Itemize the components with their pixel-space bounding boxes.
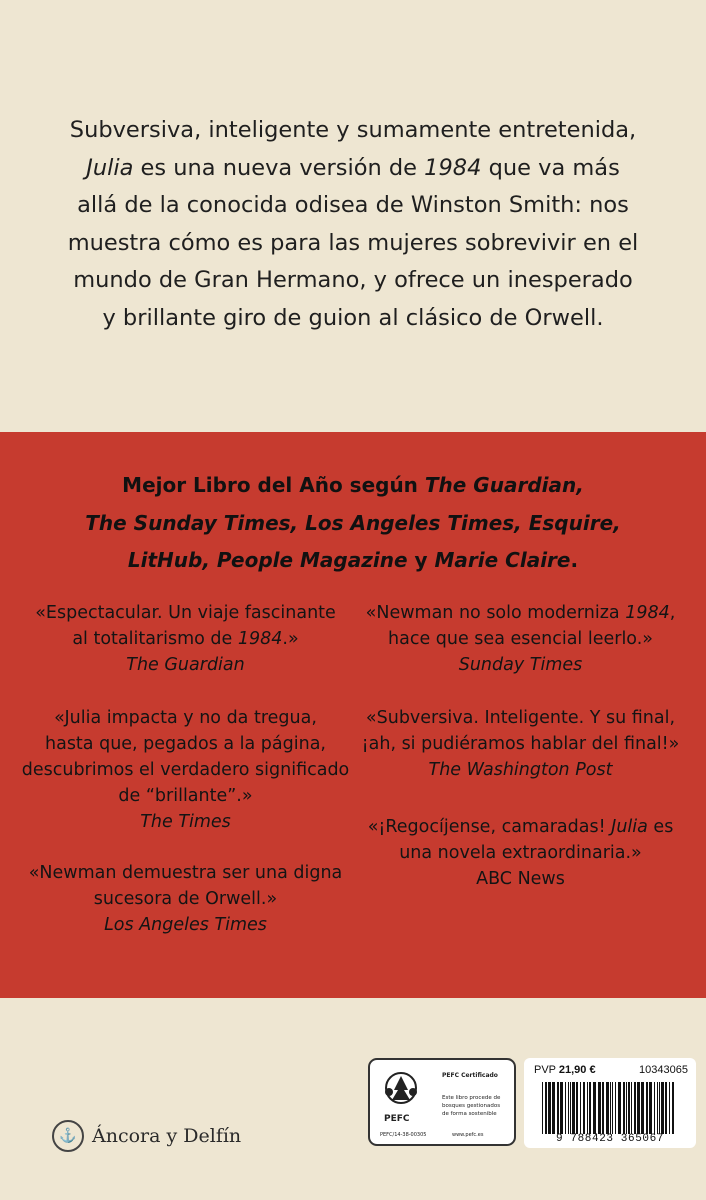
synopsis-line: Julia es una nueva versión de 1984 que va más [86, 154, 620, 181]
quote-line: «Espectacular. Un viaje fascinante [35, 603, 336, 623]
quote-line: una novela extraordinaria.» [399, 843, 642, 863]
pefc-description-line: de forma sostenible [442, 1111, 497, 1117]
quote-line: de “brillante”.» [118, 786, 253, 806]
barcode-bar [628, 1082, 630, 1134]
quote-source: ABC News [476, 869, 565, 889]
review-quote [18, 600, 353, 678]
review-quote [353, 814, 688, 892]
award-line: Mejor Libro del Año según The Guardian, [122, 473, 584, 497]
pefc-logo-text: PEFC [384, 1114, 410, 1124]
synopsis-line: mundo de Gran Hermano, y ofrece un inesperado [73, 267, 633, 294]
quote-source: The Times [140, 812, 231, 832]
barcode-bar [626, 1082, 627, 1134]
publisher-name: Áncora y Delfín [92, 1125, 242, 1147]
barcode-bar [665, 1082, 667, 1134]
barcode-bar [557, 1082, 559, 1134]
barcode-bar [649, 1082, 652, 1134]
barcode-bar [545, 1082, 547, 1134]
pvp-label: PVP [534, 1064, 556, 1076]
barcode-bar [606, 1082, 609, 1134]
quote-source: The Guardian [126, 655, 245, 675]
pefc-description-line: bosques gestionados [442, 1103, 501, 1109]
pefc-code: PEFC/14-38-00305 [380, 1132, 427, 1138]
barcode-bar [631, 1082, 632, 1134]
quote-line: hasta que, pegados a la página, [45, 734, 326, 754]
barcode-bar [657, 1082, 658, 1134]
barcode-bar [552, 1082, 555, 1134]
barcode-bar [634, 1082, 636, 1134]
synopsis-section [0, 0, 706, 432]
barcode-bar [583, 1082, 585, 1134]
quote-line: sucesora de Orwell.» [93, 889, 278, 909]
quote-line: «Subversiva. Inteligente. Y su final, [365, 708, 676, 728]
synopsis-text [60, 112, 646, 338]
award-line: LitHub, People Magazine y Marie Claire. [127, 548, 579, 572]
barcode-bar [654, 1082, 655, 1134]
quote-line: hace que sea esencial leerlo.» [388, 629, 653, 649]
barcode-bar [560, 1082, 563, 1134]
barcode-bar [580, 1082, 581, 1134]
anchor-dolphin-logo-icon: ⚓ [52, 1120, 84, 1152]
isbn-digits: 9 788423 365067 [555, 1133, 665, 1145]
pefc-description-line: Este libro procede de [442, 1095, 501, 1101]
synopsis-line: y brillante giro de guion al clásico de Orwell. [102, 304, 604, 331]
barcode-bar [589, 1082, 591, 1134]
pefc-tree-logo-icon [380, 1070, 422, 1112]
barcode-bar [637, 1082, 640, 1134]
barcode-bar [661, 1082, 664, 1134]
barcode-bar [572, 1082, 575, 1134]
barcode-bar [623, 1082, 625, 1134]
synopsis-line: allá de la conocida odisea de Winston Smith: nos [77, 192, 629, 219]
pefc-description [442, 1094, 508, 1118]
price-row [534, 1064, 688, 1076]
barcode-bar [542, 1082, 543, 1134]
back-cover-footer [0, 998, 706, 1200]
pefc-title: PEFC Certificado [442, 1072, 498, 1079]
pefc-certification-box [368, 1058, 516, 1146]
quote-line: ¡ah, si pudiéramos hablar del final!» [361, 734, 680, 754]
review-quote [353, 600, 688, 678]
award-statement [0, 467, 706, 580]
publisher-imprint [52, 1120, 241, 1152]
quote-line: descubrimos el verdadero significado [21, 760, 350, 780]
barcode-bar [612, 1082, 613, 1134]
barcode-bar [568, 1082, 569, 1134]
award-line: The Sunday Times, Los Angeles Times, Esquire, [85, 510, 621, 535]
barcode-bar [646, 1082, 648, 1134]
barcode-bar [587, 1082, 588, 1134]
barcode-bar [615, 1082, 616, 1134]
barcode-bar [565, 1082, 566, 1134]
quote-source: Los Angeles Times [104, 915, 267, 935]
isbn-barcode [540, 1082, 680, 1134]
price-value: 21,90 € [558, 1064, 596, 1076]
quote-source: The Washington Post [428, 760, 613, 780]
barcode-bar [602, 1082, 604, 1134]
synopsis-line: Subversiva, inteligente y sumamente entretenida, [69, 117, 637, 143]
quote-source: Sunday Times [458, 655, 583, 675]
review-quote [18, 705, 353, 835]
barcode-bar [618, 1082, 621, 1134]
praise-band [0, 432, 706, 998]
quote-line: «¡Regocíjense, camaradas! Julia es [367, 817, 674, 837]
quote-line: «Julia impacta y no da tregua, [54, 708, 317, 728]
quote-line: «Newman no solo moderniza 1984, [365, 603, 676, 623]
quote-line: al totalitarismo de 1984.» [72, 629, 299, 649]
quote-line: «Newman demuestra ser una digna [28, 863, 343, 883]
barcode-bar [610, 1082, 611, 1134]
barcode-bar [593, 1082, 596, 1134]
barcode-bar [669, 1082, 670, 1134]
barcode-bar [598, 1082, 601, 1134]
barcode-bar [570, 1082, 571, 1134]
pefc-website: www.pefc.es [452, 1132, 484, 1138]
barcode-bar [659, 1082, 660, 1134]
barcode-bar [548, 1082, 551, 1134]
barcode-bar [576, 1082, 578, 1134]
barcode-bar [672, 1082, 674, 1134]
reference-code: 10343065 [639, 1064, 688, 1076]
review-quote [18, 860, 353, 938]
review-quote [353, 705, 688, 783]
price-barcode-box [524, 1058, 696, 1148]
barcode-bar [641, 1082, 644, 1134]
synopsis-line: muestra cómo es para las mujeres sobrevivir en el [67, 229, 639, 256]
